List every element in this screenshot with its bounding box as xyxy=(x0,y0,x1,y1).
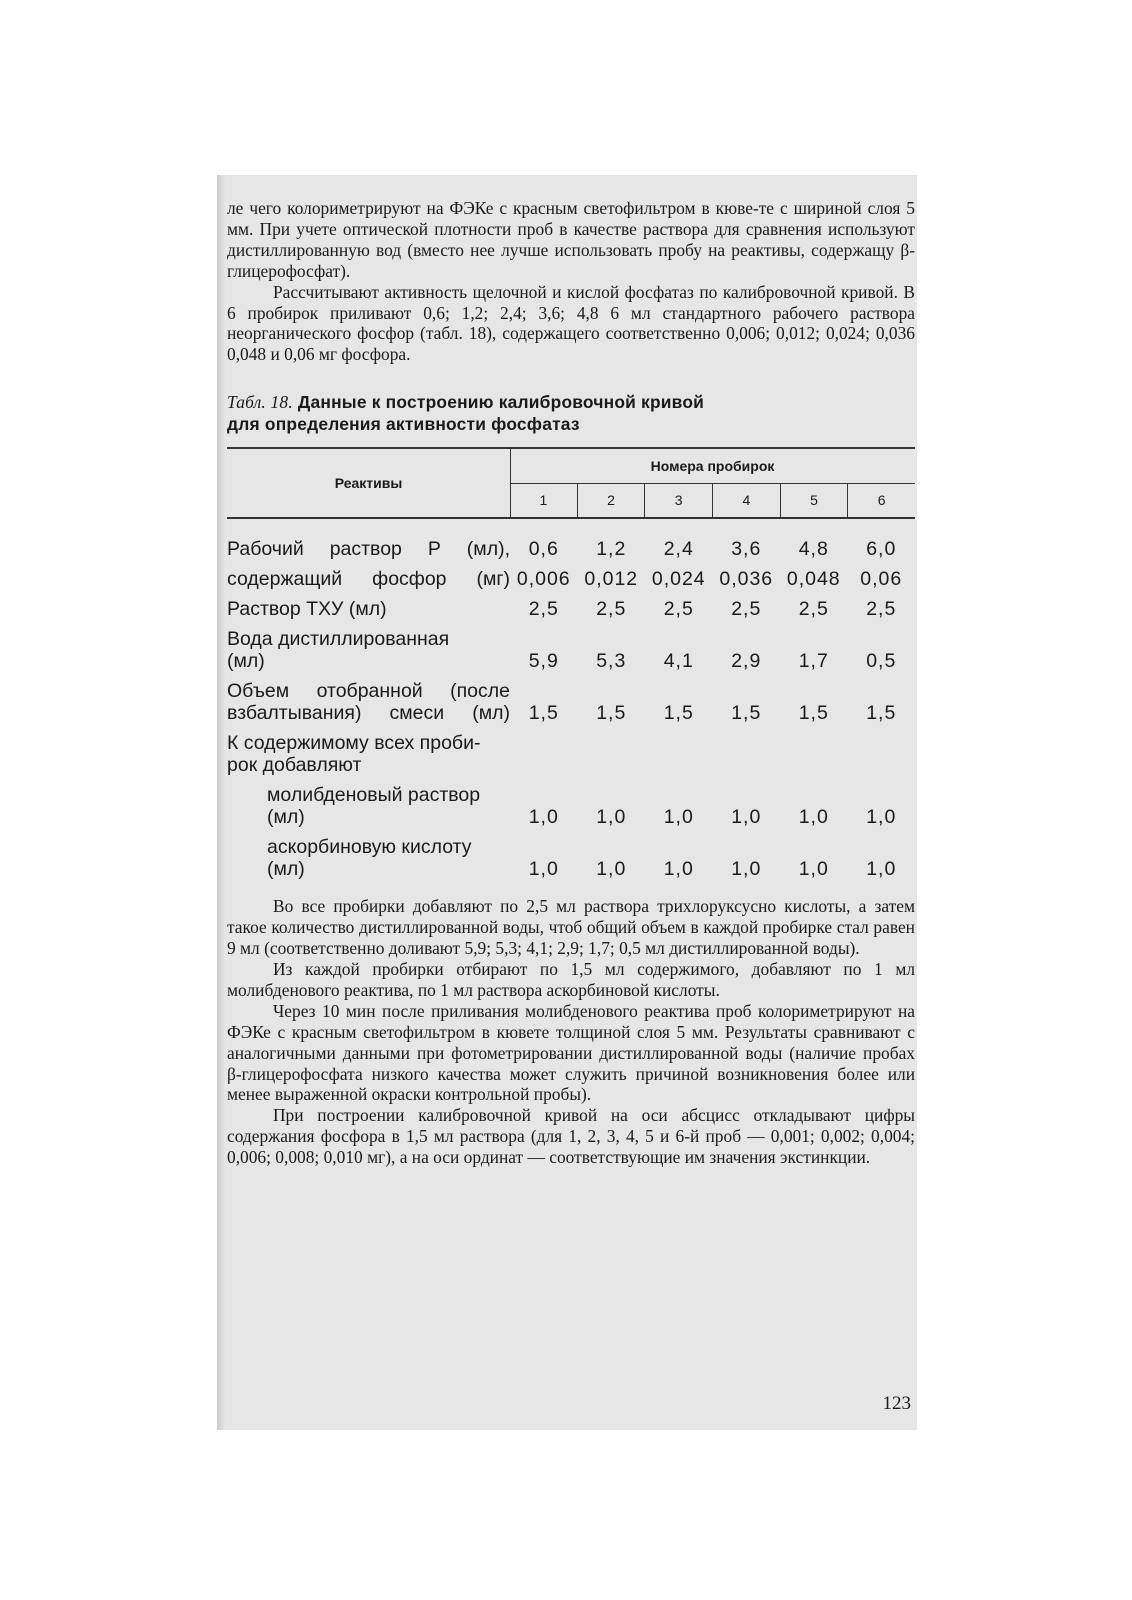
row-label-line: (мл) xyxy=(227,650,265,673)
table-row xyxy=(227,592,915,622)
column-header: 1 xyxy=(510,483,578,517)
row-label-line: рок добавляют xyxy=(227,754,362,777)
row-label-line: аскорбиновую кислоту xyxy=(267,836,472,859)
row-label: содержащий фосфор (мг) xyxy=(227,568,510,591)
cell: 0,006 xyxy=(516,568,571,591)
cell: 6,0 xyxy=(866,538,897,561)
row-label-line: Объем отобранной (после xyxy=(227,680,510,703)
cell: 1,0 xyxy=(731,806,762,829)
row-label xyxy=(227,674,510,726)
cell: 1,0 xyxy=(798,858,829,881)
cell: 1,0 xyxy=(663,806,694,829)
table-header xyxy=(227,447,915,519)
cell: 4,1 xyxy=(663,650,694,673)
paragraph: Рассчитывают активность щелочной и кислой фосфатаз по калибровочной кривой. В 6 пробирок приливают 0,6; 1,2; 2,4; 3,6; 4,8 6 мл стандартного рабочего раствора неорганического фосфор (табл. 18), содержащего соответственно 0,006; 0,012; 0,024; 0,036 0,048 и 0,06 мг фосфора. xyxy=(227,281,915,365)
cell: 1,0 xyxy=(866,806,897,829)
column-header: 5 xyxy=(781,483,849,517)
cell: 1,0 xyxy=(866,858,897,881)
row-label: Рабочий раствор Р (мл), xyxy=(227,538,510,561)
cell: 0,024 xyxy=(651,568,706,591)
cell: 1,5 xyxy=(866,702,897,725)
cell: 2,5 xyxy=(798,598,829,621)
cell: 1,0 xyxy=(528,806,559,829)
cell: 2,4 xyxy=(663,538,694,561)
paragraph: Из каждой пробирки отбирают по 1,5 мл содержимого, добавляют по 1 мл молибденового реактива, по 1 мл раствора аскорбиновой кислоты. xyxy=(227,958,915,1000)
row-label xyxy=(227,726,510,778)
paragraph: ле чего колориметрируют на ФЭКе с красным светофильтром в кюве-те с шириной слоя 5 мм. При учете оптической плотности проб в качестве раствора для сравнения используют дистиллированную вод (вместо нее лучше использовать пробу на реактивы, содержащу β-глицерофосфат). xyxy=(227,198,915,281)
table-caption-line2: для определения активности фосфатаз xyxy=(227,414,580,435)
cell: 1,5 xyxy=(663,702,694,725)
row-label xyxy=(227,830,510,882)
column-header: 6 xyxy=(877,492,886,509)
row-label-line: (мл) xyxy=(267,806,305,829)
row-label xyxy=(227,778,510,830)
paragraph: Во все пробирки добавляют по 2,5 мл раствора трихлоруксусно кислоты, а затем такое количество дистиллированной воды, чтоб общий объем в каждой пробирке стал равен 9 мл (соответственно доливают 5,9; 5,3; 4,1; 2,9; 1,7; 0,5 мл дистиллированной воды). xyxy=(227,896,915,959)
row-label-line: молибденовый раствор xyxy=(267,784,481,807)
header-tube-numbers: Номера пробирок xyxy=(510,449,915,484)
cell: 1,0 xyxy=(596,858,627,881)
cell: 0,012 xyxy=(584,568,639,591)
paragraph: Через 10 мин после приливания молибденового реактива проб колориметрируют на ФЭКе с красным светофильтром в кювете толщиной слоя 5 мм. Результаты сравнивают с аналогичными данными при фотометрировании дистиллированной воды (наличие пробах β-глицерофосфата низкого качества может служить причиной возникновения более или менее выраженной окраски контрольной пробы). xyxy=(227,1000,915,1105)
table-caption-label: Табл. 18. xyxy=(227,392,293,413)
table-row xyxy=(227,674,915,726)
row-label-line: Вода дистиллированная xyxy=(227,628,450,651)
cell: 2,5 xyxy=(663,598,694,621)
paragraph: При построении калибровочной кривой на оси абсцисс откладывают цифры содержания фосфора в 1,5 мл раствора (для 1, 2, 3, 4, 5 и 6-й проб — 0,001; 0,002; 0,004; 0,006; 0,008; 0,010 мг), а на оси ординат — соответствующие им значения экстинкции. xyxy=(227,1105,915,1168)
cell: 1,5 xyxy=(731,702,762,725)
cell: 5,9 xyxy=(528,650,559,673)
cell: 3,6 xyxy=(731,538,762,561)
cell: 2,5 xyxy=(731,598,762,621)
cell: 1,0 xyxy=(596,806,627,829)
cell: 0,6 xyxy=(528,538,559,561)
cell: 1,5 xyxy=(798,702,829,725)
row-label-line: К содержимому всех проби- xyxy=(227,732,481,755)
row-label: Раствор ТХУ (мл) xyxy=(227,598,387,621)
cell: 1,2 xyxy=(596,538,627,561)
cell: 1,0 xyxy=(731,858,762,881)
text-after-table xyxy=(227,896,915,1168)
table-row xyxy=(227,532,915,562)
row-label-line: (мл) xyxy=(267,858,305,881)
table-caption xyxy=(227,391,915,435)
cell: 1,0 xyxy=(663,858,694,881)
cell: 4,8 xyxy=(798,538,829,561)
table-row xyxy=(227,726,915,778)
row-label-line: взбалтывания) смеси (мл) xyxy=(227,702,510,725)
cell: 1,5 xyxy=(528,702,559,725)
cell: 0,048 xyxy=(786,568,841,591)
cell: 1,0 xyxy=(798,806,829,829)
cell: 5,3 xyxy=(596,650,627,673)
table-row xyxy=(227,622,915,674)
cell: 2,9 xyxy=(731,650,762,673)
table-caption-line1: Данные к построению калибровочной кривой xyxy=(297,392,705,413)
cell: 2,5 xyxy=(866,598,897,621)
cell: 2,5 xyxy=(596,598,627,621)
page-number: 123 xyxy=(882,1393,911,1414)
scanned-page xyxy=(217,175,917,1430)
column-header: 3 xyxy=(645,483,713,517)
cell: 1,7 xyxy=(798,650,829,673)
table-row xyxy=(227,830,915,882)
cell: 1,5 xyxy=(596,702,627,725)
header-reagents: Реактивы xyxy=(227,449,511,517)
column-header: 2 xyxy=(578,483,646,517)
cell: 0,06 xyxy=(860,568,903,591)
column-header: 4 xyxy=(713,483,781,517)
row-label xyxy=(227,622,510,674)
table-body xyxy=(227,532,915,882)
table-row xyxy=(227,562,915,592)
page-content xyxy=(227,198,915,1168)
cell: 0,5 xyxy=(866,650,897,673)
header-columns xyxy=(510,483,915,517)
cell: 0,036 xyxy=(719,568,774,591)
table-row xyxy=(227,778,915,830)
cell: 2,5 xyxy=(528,598,559,621)
cell: 1,0 xyxy=(528,858,559,881)
